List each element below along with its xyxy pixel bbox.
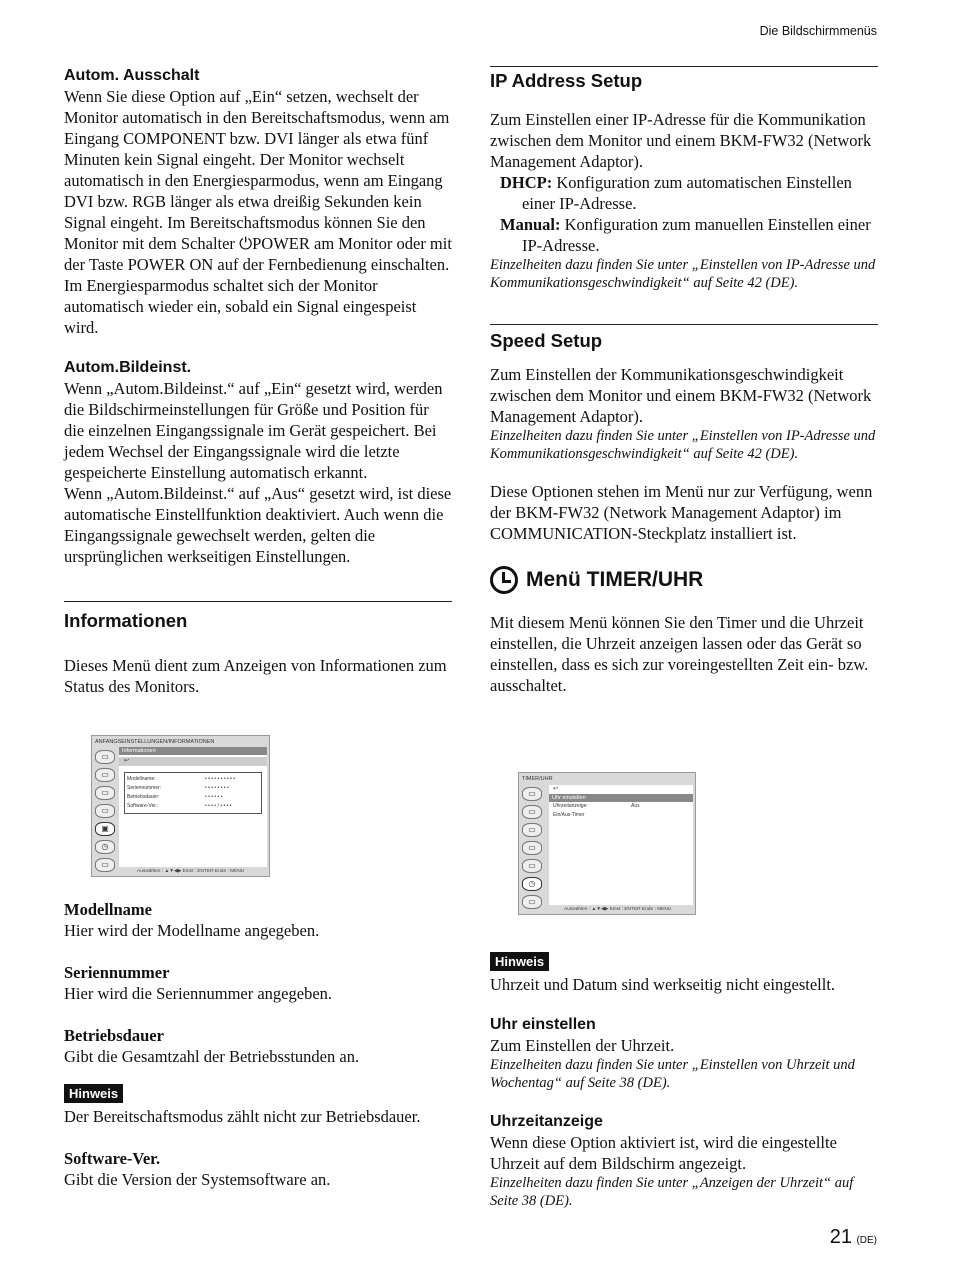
picture-icon: ▭: [95, 750, 115, 764]
info-row: Software-Ver.: • • • • / • • • •: [127, 803, 232, 809]
screen-footer: Auswählen : ▲▼◀▶ Einst : ENTER Ende : MENU: [137, 869, 245, 874]
speed-note: Diese Optionen stehen im Menü nur zur Verfügung, wenn der BKM-FW32 (Network Management Adaptor) im COMMUNICATION-Steckplatz installiert ist.: [490, 482, 873, 543]
screen-icon: ▭: [95, 768, 115, 782]
input-icon: ▭: [522, 823, 542, 837]
power-icon: ⏻: [239, 234, 253, 253]
timer-menu-screen: [518, 772, 696, 915]
back-row: ↩: [553, 786, 559, 792]
modellname-term: Modellname: [64, 900, 152, 919]
running-header: Die Bildschirmmenüs: [759, 24, 877, 38]
modellname-desc: Hier wird der Modellname angegeben.: [64, 921, 320, 940]
timer-pane: [549, 785, 693, 905]
ip-reference: Einzelheiten dazu finden Sie unter „Einstellen von IP-Adresse und Kommunikationsgeschwindigkeit“ auf Seite 42 (DE).: [490, 257, 876, 291]
informationen-pane: [119, 747, 267, 867]
timer-row: Ein/Aus-Timer: [553, 812, 585, 818]
speed-heading: Speed Setup: [490, 324, 878, 353]
screen-icon: ▭: [522, 805, 542, 819]
manual-item: Manual: Konfiguration zum manuellen Einstellen einer IP-Adresse.: [500, 215, 871, 255]
info-box: [124, 772, 262, 814]
right-column: [490, 66, 878, 696]
info-row: Seriennummer: • • • • • • • •: [127, 785, 229, 791]
hinweis-text: Der Bereitschaftsmodus zählt nicht zur Betriebsdauer.: [64, 1107, 421, 1126]
ip-heading: IP Address Setup: [490, 66, 878, 93]
left-column: [64, 66, 452, 697]
autom-bildeinst-heading: Autom.Bildeinst.: [64, 359, 192, 376]
setup-icon: ▭: [95, 804, 115, 818]
language-icon: ▭: [522, 895, 542, 909]
selected-bar: Uhr einstellen: [549, 794, 693, 802]
info-row: Modellname: • • • • • • • • • •: [127, 776, 236, 782]
uhr-einstellen-ref: Einzelheiten dazu finden Sie unter „Einstellen von Uhrzeit und Wochentag“ auf Seite 38 (DE).: [490, 1057, 855, 1091]
setup-icon: ▭: [522, 841, 542, 855]
timer-intro: Mit diesem Menü können Sie den Timer und die Uhrzeit einstellen, die Uhrzeit anzeigen lassen oder das Gerät so einstellen, dass es sich zur voreingestellten Zeit ein- bzw. ausschaltet.: [490, 613, 869, 695]
language-icon: ▭: [95, 858, 115, 872]
info-row: Betriebsdauer: • • • • • •: [127, 794, 223, 800]
screen-title: TIMER/UHR: [522, 776, 553, 782]
screen-footer: Auswählen : ▲▼◀▶ Einst : ENTER Ende : MENU: [564, 907, 672, 912]
input-icon: ▭: [95, 786, 115, 800]
picture-icon: ▭: [522, 787, 542, 801]
menu-icon-column: [95, 750, 117, 876]
software-desc: Gibt die Version der Systemsoftware an.: [64, 1170, 331, 1189]
informationen-intro: Dieses Menü dient zum Anzeigen von Informationen zum Status des Monitors.: [64, 656, 447, 696]
informationen-details: [64, 899, 452, 1190]
informationen-menu-screen: [91, 735, 270, 877]
autom-bildeinst-p2: Wenn „Autom.Bildeinst.“ auf „Aus“ gesetzt wird, ist diese automatische Einstellfunktion deaktiviert. Auch wenn die Eingangssignale gewechselt werden, gelten die ursprünglichen werkseitigen Einstellungen.: [64, 484, 452, 566]
uhrzeitanzeige-ref: Einzelheiten dazu finden Sie unter „Anzeigen der Uhrzeit“ auf Seite 38 (DE).: [490, 1175, 854, 1209]
hinweis-text: Uhrzeit und Datum sind werkseitig nicht eingestellt.: [490, 975, 836, 994]
screen-title: ANFANGSEINSTELLUNGEN/INFORMATIONEN: [95, 739, 215, 745]
clock-icon: [490, 566, 518, 594]
autom-ausschalt-text: Wenn Sie diese Option auf „Ein“ setzen, wechselt der Monitor automatisch in den Bereitschaftsmodus, wenn am Eingang COMPONENT bzw. DVI länger als etwa fünf Minuten kein Signal eingeht. Der Monitor wechselt automatisch in den Energiesparmodus, wenn am Eingang DVI bzw. RGB länger als etwa dreißig Sekunden kein Signal eingeht. Im Bereitschaftsmodus können Sie den Monitor mit dem Schalter ⏻POWER am Monitor oder mit der Taste POWER ON auf der Fernbedienung einschalten. Im Energiesparmodus schaltet sich der Monitor automatisch wieder ein, sobald ein Signal eingespeist wird.: [64, 87, 452, 337]
menu-icon-column: [522, 787, 544, 913]
autom-bildeinst-p1: Wenn „Autom.Bildeinst.“ auf „Ein“ gesetzt wird, werden die Bildschirmeinstellungen für Größe und Position für die einzelnen Eingangssignale im Gerät gespeichert. Bei jedem Wechsel der Eingangssignale wird die letzte gespeicherte Einstellung automatisch erkannt.: [64, 379, 443, 482]
seriennummer-term: Seriennummer: [64, 963, 170, 982]
page-number: 21 (DE): [829, 1226, 877, 1248]
ip-intro: Zum Einstellen einer IP-Adresse für die Kommunikation zwischen dem Monitor und einem BKM-FW32 (Network Management Adaptor).: [490, 110, 872, 171]
speed-intro: Zum Einstellen der Kommunikationsgeschwindigkeit zwischen dem Monitor und einem BKM-FW32 (Network Management Adaptor).: [490, 365, 872, 426]
timer-icon: ◷: [522, 877, 542, 891]
back-row: ↩: [119, 757, 267, 766]
timer-details: [490, 952, 878, 1210]
timer-icon: ◷: [95, 840, 115, 854]
seriennummer-desc: Hier wird die Seriennummer angegeben.: [64, 984, 333, 1003]
betriebsdauer-term: Betriebsdauer: [64, 1026, 164, 1045]
software-term: Software-Ver.: [64, 1149, 161, 1168]
timer-row: Uhrzeitanzeige: Aus: [553, 803, 640, 809]
info-icon: ▣: [95, 822, 115, 836]
speed-reference: Einzelheiten dazu finden Sie unter „Einstellen von IP-Adresse und Kommunikationsgeschwindigkeit“ auf Seite 42 (DE).: [490, 428, 876, 462]
uhrzeitanzeige-desc: Wenn diese Option aktiviert ist, wird die eingestellte Uhrzeit auf dem Bildschirm angezeigt.: [490, 1133, 837, 1173]
timer-menu-heading: Menü TIMER/UHR: [490, 566, 878, 594]
betriebsdauer-desc: Gibt die Gesamtzahl der Betriebsstunden an.: [64, 1047, 360, 1066]
hinweis-badge: Hinweis: [64, 1084, 123, 1103]
info-icon: ▭: [522, 859, 542, 873]
autom-ausschalt-heading: Autom. Ausschalt: [64, 67, 200, 84]
informationen-heading: Informationen: [64, 601, 452, 633]
uhr-einstellen-desc: Zum Einstellen der Uhrzeit.: [490, 1036, 675, 1055]
selected-bar: Informationen: [119, 747, 267, 755]
dhcp-item: DHCP: Konfiguration zum automatischen Einstellen einer IP-Adresse.: [500, 173, 852, 213]
uhrzeitanzeige-heading: Uhrzeitanzeige: [490, 1113, 603, 1130]
uhr-einstellen-heading: Uhr einstellen: [490, 1016, 596, 1033]
hinweis-badge: Hinweis: [490, 952, 549, 971]
